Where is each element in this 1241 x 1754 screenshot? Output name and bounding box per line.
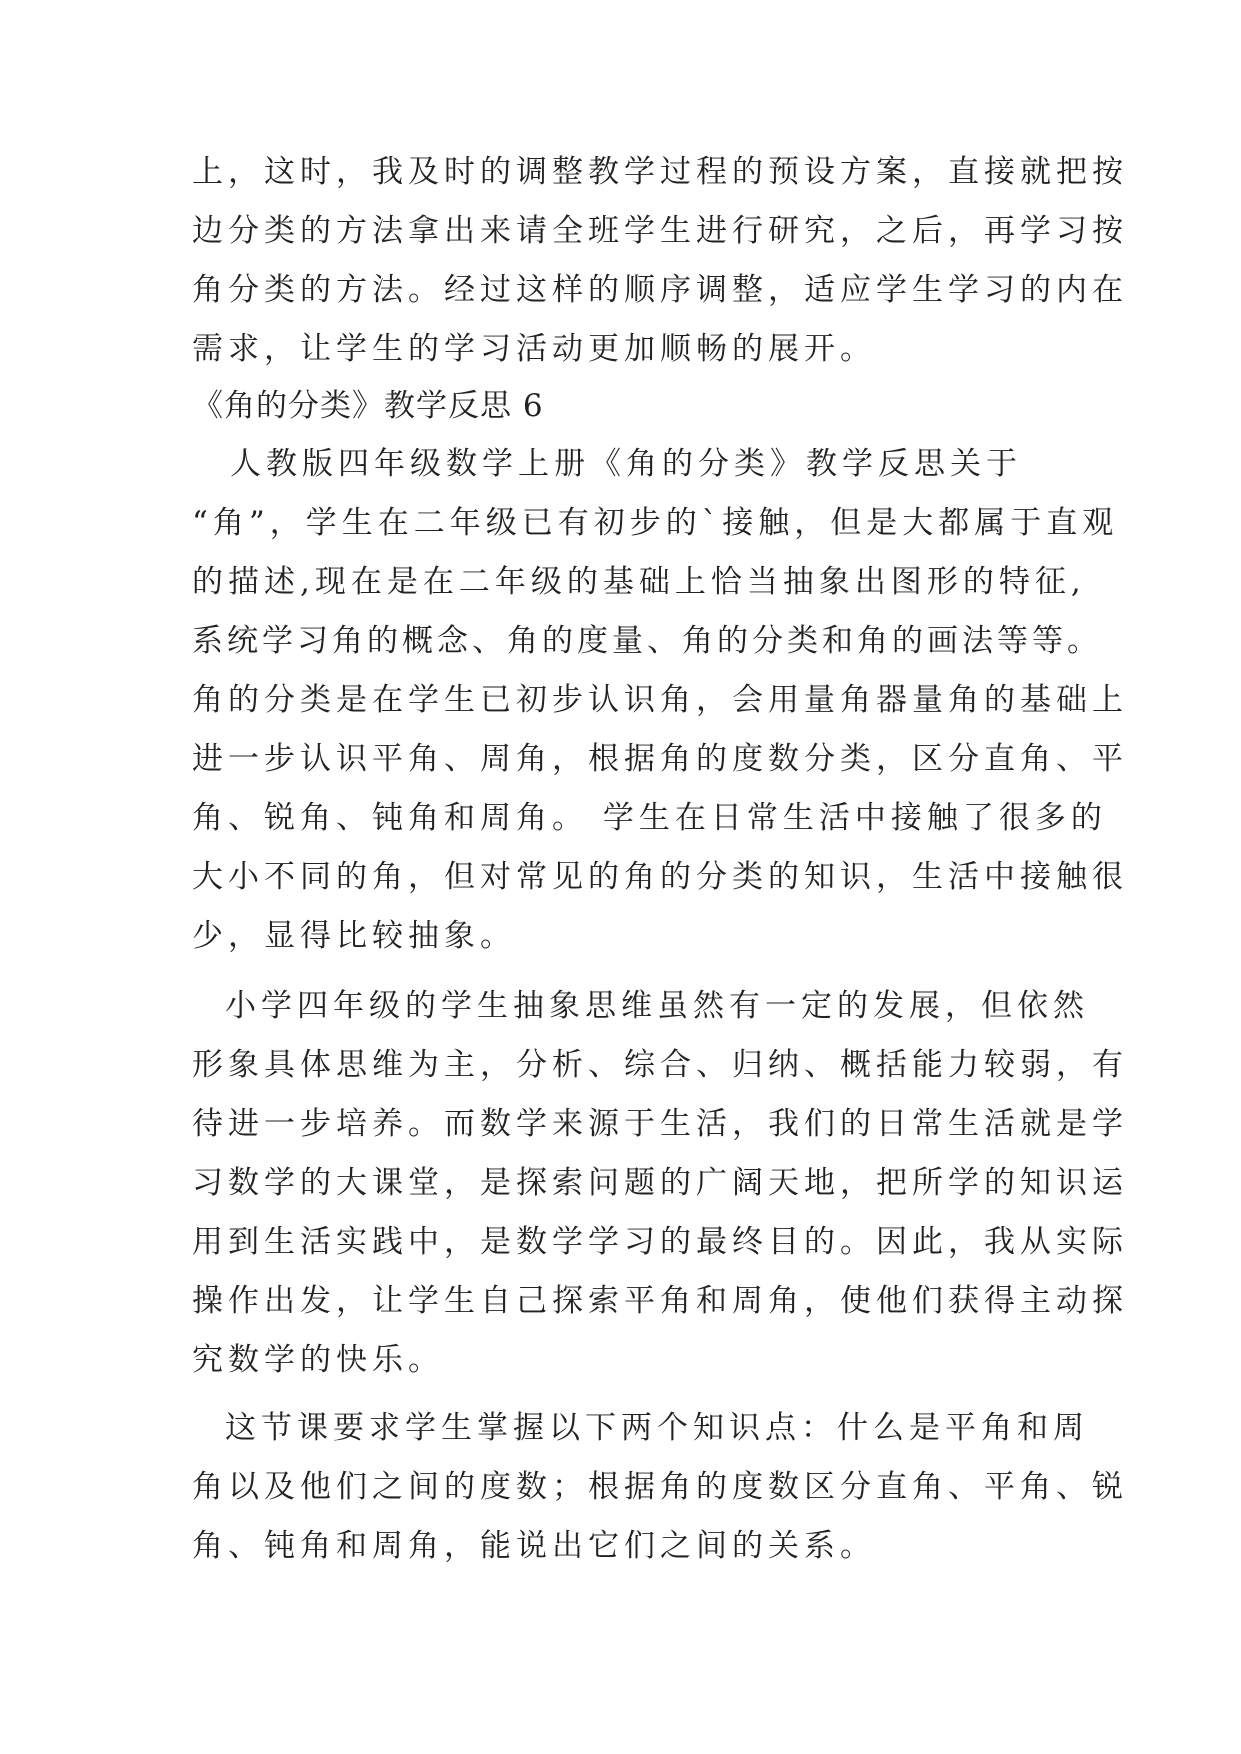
text-line: 上，这时，我及时的调整教学过程的预设方案，直接就把按	[192, 154, 1128, 190]
text-line: 究数学的快乐。	[192, 1342, 444, 1378]
text-line: 角、钝角和周角，能说出它们之间的关系。	[192, 1528, 876, 1564]
text-line: 的描述,现在是在二年级的基础上恰当抽象出图形的特征,	[192, 564, 1086, 600]
text-line: 需求，让学生的学习活动更加顺畅的展开。	[192, 331, 876, 367]
text-line: 进一步认识平角、周角，根据角的度数分类，区分直角、平	[192, 741, 1128, 777]
text-line: 小学四年级的学生抽象思维虽然有一定的发展，但依然	[225, 988, 1089, 1024]
text-line: 边分类的方法拿出来请全班学生进行研究，之后，再学习按	[192, 213, 1128, 249]
text-line: 角、锐角、钝角和周角。 学生在日常生活中接触了很多的	[192, 800, 1107, 836]
section-heading: 《角的分类》教学反思 6	[192, 388, 544, 424]
text-line: “角”，学生在二年级已有初步的`接触，但是大都属于直观	[192, 505, 1119, 541]
text-line: 用到生活实践中，是数学学习的最终目的。因此，我从实际	[192, 1224, 1128, 1260]
text-line: 习数学的大课堂，是探索问题的广阔天地，把所学的知识运	[192, 1165, 1128, 1201]
text-line: 角以及他们之间的度数；根据角的度数区分直角、平角、锐	[192, 1469, 1128, 1505]
text-line: 角分类的方法。经过这样的顺序调整，适应学生学习的内在	[192, 272, 1128, 308]
text-line: 系统学习角的概念、角的度量、角的分类和角的画法等等。	[192, 623, 1102, 659]
text-line: 角的分类是在学生已初步认识角，会用量角器量角的基础上	[192, 682, 1128, 718]
text-line: 操作出发，让学生自己探索平角和周角，使他们获得主动探	[192, 1283, 1128, 1319]
text-line: 形象具体思维为主，分析、综合、归纳、概括能力较弱，有	[192, 1047, 1128, 1083]
text-line: 大小不同的角，但对常见的角的分类的知识，生活中接触很	[192, 859, 1128, 895]
text-line: 少，显得比较抽象。	[192, 918, 516, 954]
text-line: 这节课要求学生掌握以下两个知识点：什么是平角和周	[225, 1410, 1089, 1446]
text-line: 待进一步培养。而数学来源于生活，我们的日常生活就是学	[192, 1106, 1128, 1142]
text-line: 人教版四年级数学上册《角的分类》教学反思关于	[230, 446, 1022, 482]
